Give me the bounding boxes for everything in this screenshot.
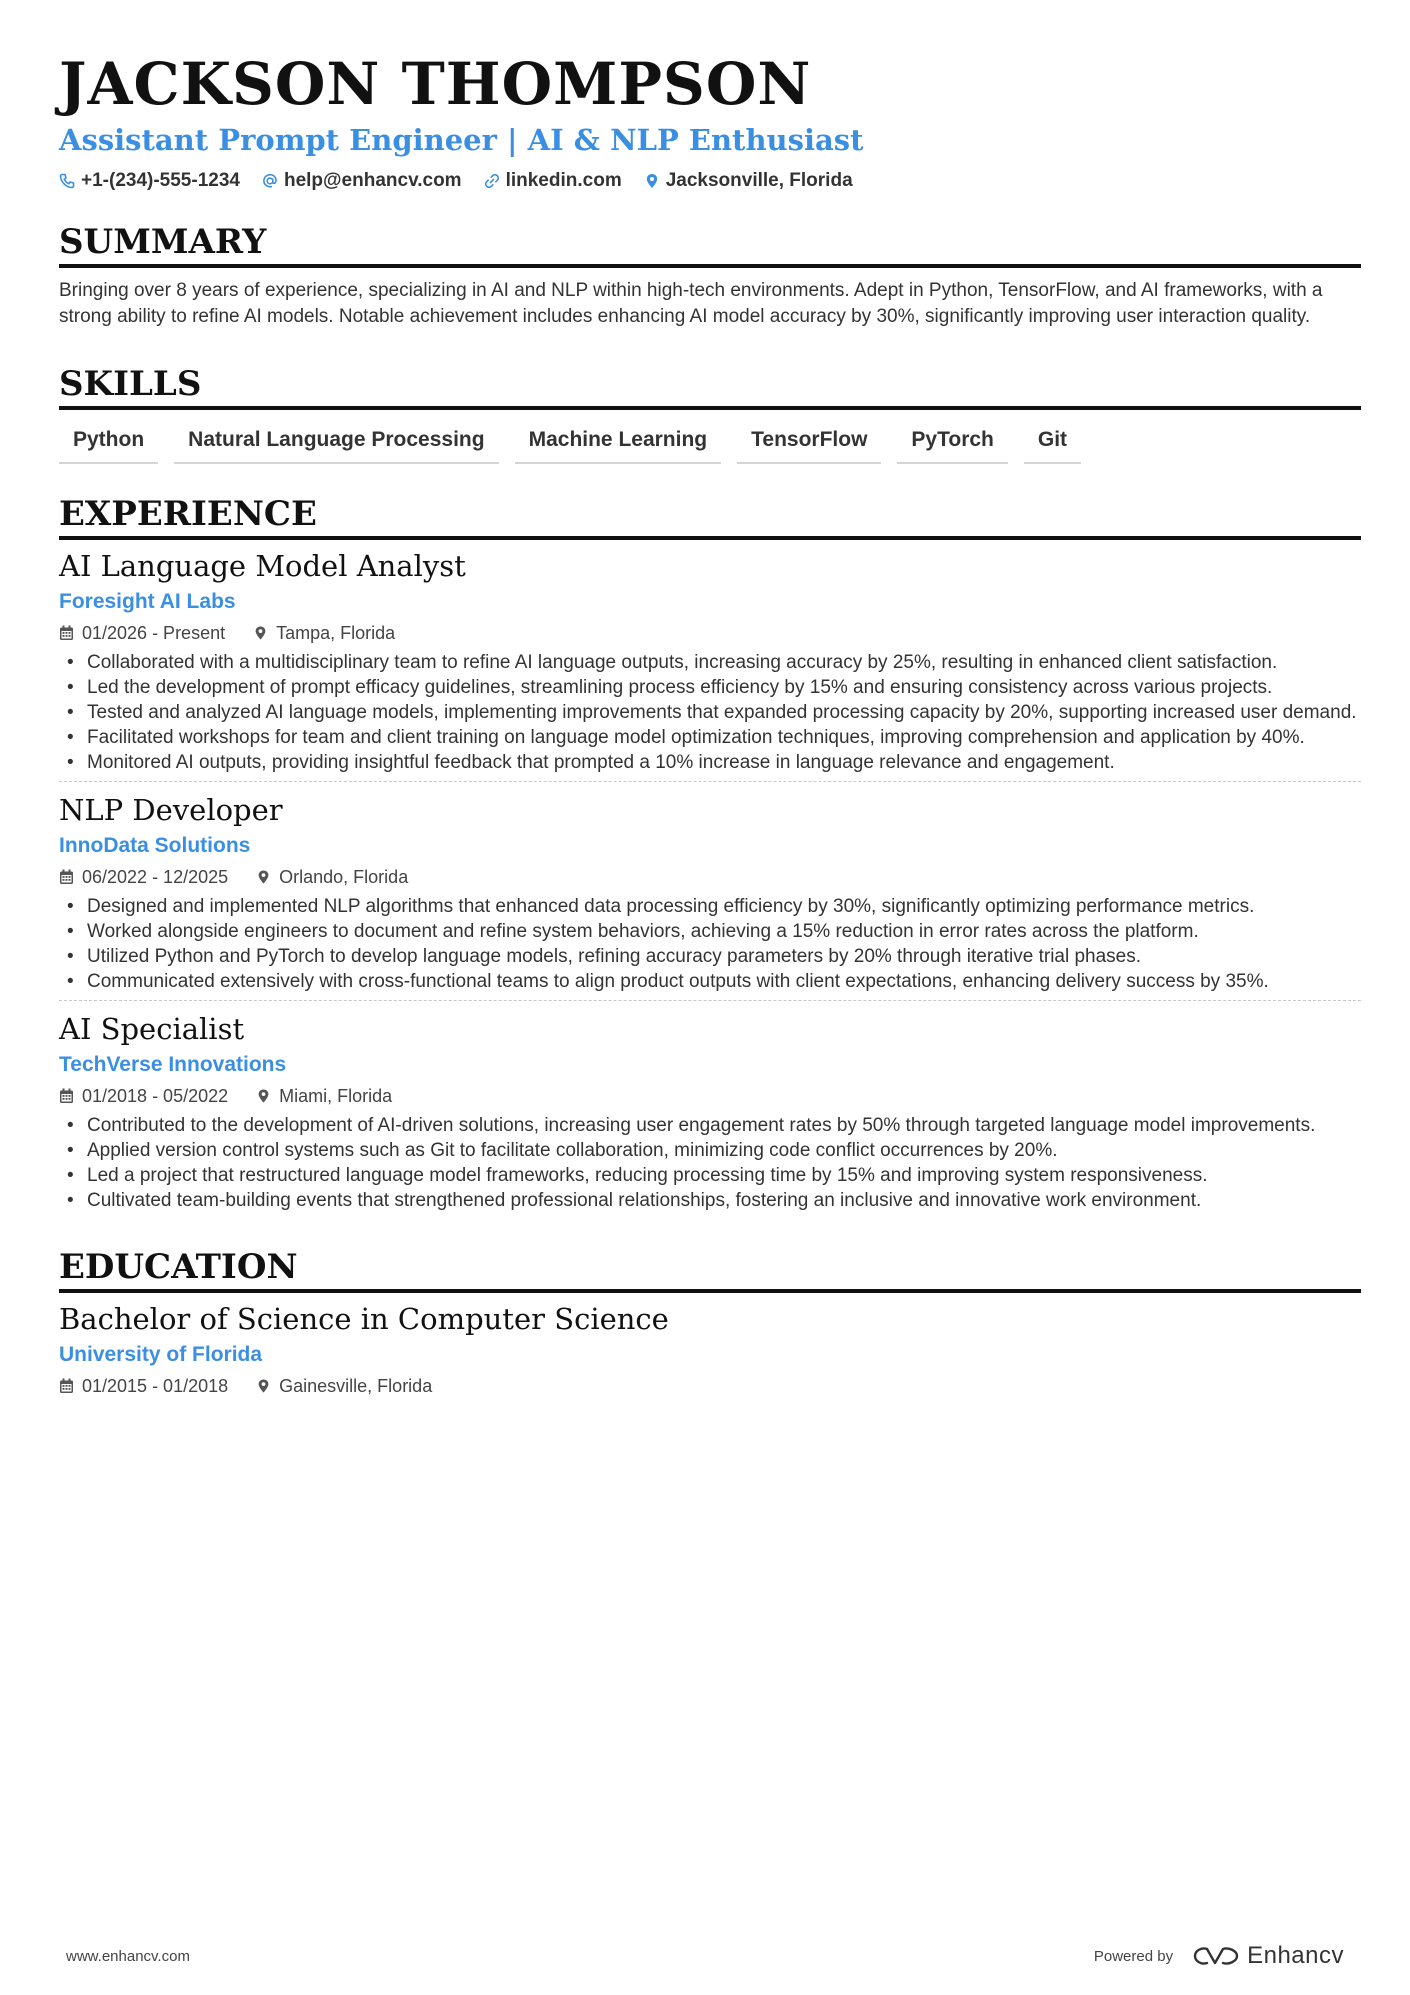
phone-text: +1-(234)-555-1234: [81, 170, 240, 191]
bullet-item: • Collaborated with a multidisciplinary team to refine AI language outputs, increasing accuracy by 25%, resulting in enhanced client satisfaction.: [59, 650, 1361, 675]
skill-tag: TensorFlow: [737, 424, 881, 464]
dates-text: 01/2026 - Present: [82, 623, 226, 643]
calendar-icon: [59, 1088, 74, 1104]
map-pin-icon: [253, 625, 268, 641]
bullet-item: • Tested and analyzed AI language models, implementing improvements that expanded processing capacity by 20%, supporting increased user demand.: [59, 700, 1361, 725]
education-section: [59, 1247, 1361, 1399]
school-name: University of Florida: [59, 1343, 263, 1366]
skills-section: [59, 364, 1361, 464]
job-meta: [59, 620, 1361, 646]
company-name: InnoData Solutions: [59, 834, 251, 857]
skill-tag: Machine Learning: [515, 424, 722, 464]
summary-text: Bringing over 8 years of experience, specializing in AI and NLP within high-tech environments. Adept in Python, TensorFlow, and AI frameworks, with a strong ability to refine AI models. Notable achievement includes enhancing AI model accuracy by 30%, significantly improving user interaction quality.: [59, 280, 1323, 327]
bullet-item: • Utilized Python and PyTorch to develop language models, refining accuracy parameters by 20% through iterative trial phases.: [59, 944, 1361, 969]
education-location: [256, 1373, 432, 1399]
dates-text: 01/2015 - 01/2018: [82, 1376, 229, 1396]
job-bullets: [59, 894, 1361, 994]
job-location: [256, 1083, 392, 1109]
bullet-item: • Designed and implemented NLP algorithms that enhanced data processing efficiency by 30%, significantly optimizing performance metrics.: [59, 894, 1361, 919]
experience-section: [59, 494, 1361, 1213]
education-entry: [59, 1301, 1361, 1399]
job-location: [253, 620, 395, 646]
map-pin-icon: [256, 1378, 271, 1394]
job-meta: [59, 864, 1361, 890]
powered-by-label: Powered by: [1093, 1947, 1174, 1965]
skill-tag: PyTorch: [897, 424, 1007, 464]
bullet-item: • Led a project that restructured language model frameworks, reducing processing time by 15% and improving system responsiveness.: [59, 1163, 1361, 1188]
bullet-item: • Cultivated team-building events that strengthened professional relationships, fostering an inclusive and innovative work environment.: [59, 1188, 1361, 1213]
skill-tag: Natural Language Processing: [174, 424, 498, 464]
skill-tag: Python: [59, 424, 158, 464]
bullet-item: • Facilitated workshops for team and client training on language model optimization techniques, improving comprehension and application by 40%.: [59, 725, 1361, 750]
location-text: Miami, Florida: [279, 1086, 393, 1106]
experience-entry: [59, 548, 1361, 775]
contact-bar: [59, 170, 1361, 192]
skills-heading: SKILLS: [59, 364, 1361, 410]
experience-heading: EXPERIENCE: [59, 494, 1361, 540]
entry-divider: [59, 781, 1361, 782]
contact-phone[interactable]: [59, 170, 240, 192]
resume-header: [59, 52, 1361, 192]
education-meta: [59, 1373, 1361, 1399]
enhancv-logo[interactable]: [1193, 1942, 1344, 1970]
powered-by: [1094, 1942, 1344, 1970]
email-text: help@enhancv.com: [283, 170, 462, 191]
resume-page: [59, 52, 1361, 1399]
link-icon: [484, 173, 500, 189]
job-dates: [59, 864, 228, 890]
location-text: Gainesville, Florida: [279, 1376, 433, 1396]
job-title: NLP Developer: [59, 793, 283, 827]
job-bullets: [59, 1113, 1361, 1213]
bullet-item: • Applied version control systems such as Git to facilitate collaboration, minimizing code conflict occurrences by 20%.: [59, 1138, 1361, 1163]
page-footer: [66, 1942, 1344, 1970]
bullet-item: • Contributed to the development of AI-driven solutions, increasing user engagement rates by 50% through targeted language model improvements.: [59, 1113, 1361, 1138]
job-title: AI Language Model Analyst: [59, 549, 466, 583]
summary-section: [59, 222, 1361, 330]
linkedin-text: linkedin.com: [505, 170, 622, 191]
dates-text: 01/2018 - 05/2022: [82, 1086, 229, 1106]
job-bullets: [59, 650, 1361, 775]
job-dates: [59, 1083, 228, 1109]
summary-heading: SUMMARY: [59, 222, 1361, 268]
map-pin-icon: [256, 1088, 271, 1104]
company-name: Foresight AI Labs: [59, 590, 236, 613]
dates-text: 06/2022 - 12/2025: [82, 867, 229, 887]
contact-location: [644, 170, 853, 192]
location-text: Orlando, Florida: [279, 867, 409, 887]
job-location: [256, 864, 408, 890]
bullet-item: • Communicated extensively with cross-functional teams to align product outputs with client expectations, enhancing delivery success by 35%.: [59, 969, 1361, 994]
candidate-headline: Assistant Prompt Engineer | AI & NLP Enthusiast: [59, 123, 864, 157]
education-dates: [59, 1373, 228, 1399]
location-text: Jacksonville, Florida: [665, 170, 853, 191]
bullet-item: • Led the development of prompt efficacy guidelines, streamlining process efficiency by 15% and ensuring consistency across various projects.: [59, 675, 1361, 700]
job-dates: [59, 620, 225, 646]
education-heading: EDUCATION: [59, 1247, 1361, 1293]
experience-entry: [59, 1011, 1361, 1213]
footer-website-link[interactable]: www.enhancv.com: [66, 1947, 190, 1965]
job-meta: [59, 1083, 1361, 1109]
location-text: Tampa, Florida: [276, 623, 396, 643]
calendar-icon: [59, 625, 74, 641]
bullet-item: • Monitored AI outputs, providing insightful feedback that prompted a 10% increase in language relevance and engagement.: [59, 750, 1361, 775]
map-pin-icon: [644, 173, 660, 189]
contact-email[interactable]: [262, 170, 462, 192]
calendar-icon: [59, 1378, 74, 1394]
entry-divider: [59, 1000, 1361, 1001]
contact-linkedin[interactable]: [484, 170, 622, 192]
skills-list: [59, 424, 1361, 464]
company-name: TechVerse Innovations: [59, 1053, 287, 1076]
skill-tag: Git: [1024, 424, 1081, 464]
job-title: AI Specialist: [59, 1012, 245, 1046]
enhancv-logo-icon: [1193, 1944, 1239, 1968]
calendar-icon: [59, 869, 74, 885]
map-pin-icon: [256, 869, 271, 885]
degree-title: Bachelor of Science in Computer Science: [59, 1302, 669, 1336]
phone-icon: [59, 173, 75, 189]
experience-entry: [59, 792, 1361, 994]
enhancv-brand-text: Enhancv: [1247, 1942, 1344, 1969]
at-sign-icon: [262, 173, 278, 189]
bullet-item: • Worked alongside engineers to document and refine system behaviors, achieving a 15% reduction in error rates across the platform.: [59, 919, 1361, 944]
candidate-name: JACKSON THOMPSON: [59, 50, 812, 118]
